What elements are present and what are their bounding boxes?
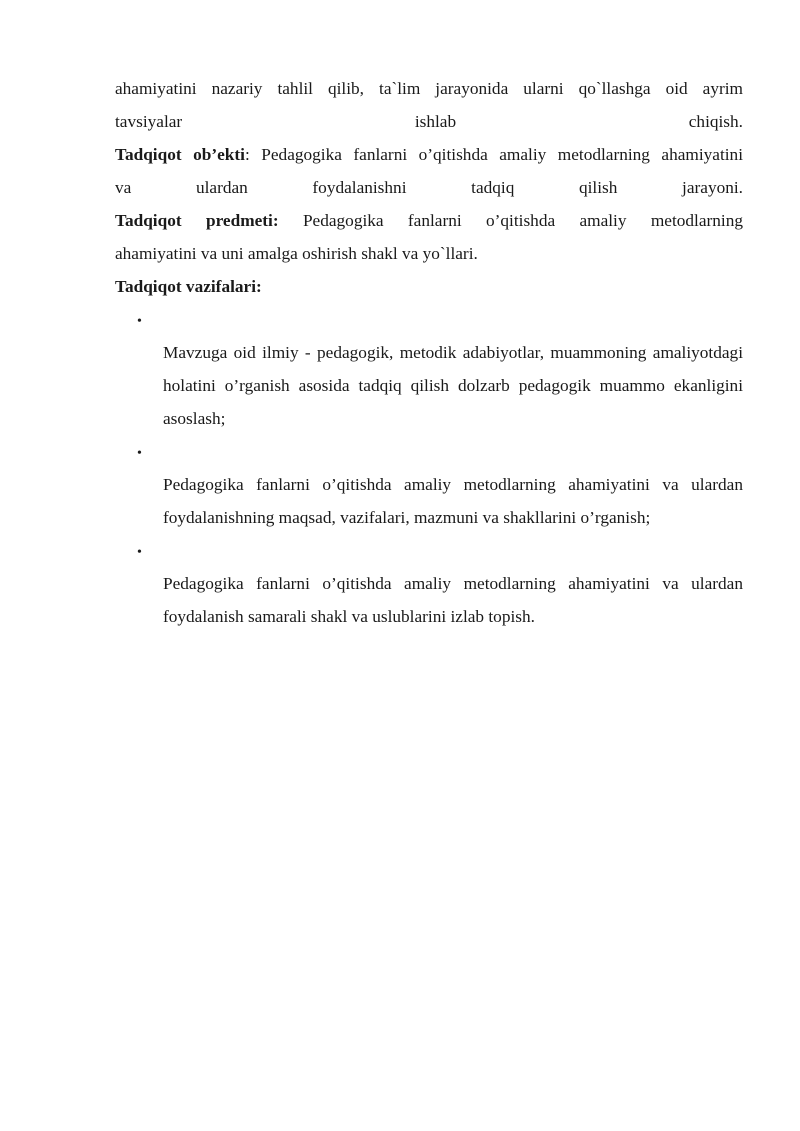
- research-subject-label: Tadqiqot predmeti:: [115, 211, 279, 230]
- list-bullet-row: [115, 435, 743, 468]
- research-subject-text: Pedagogika fanlarni o’qitishda amaliy metodlarning: [278, 211, 743, 230]
- list-bullet-row: [115, 534, 743, 567]
- research-object-line-1: [115, 138, 743, 171]
- bullet-icon: •: [137, 545, 142, 560]
- research-object-text: : Pedagogika fanlarni o’qitishda amaliy metodlarning ahamiyatini: [244, 145, 744, 164]
- research-subject-line-2: ahamiyatini va uni amalga oshirish shakl va yo`llari.: [115, 244, 478, 263]
- list-bullet-row: [115, 303, 743, 336]
- list-item: Pedagogika fanlarni o’qitishda amaliy metodlarning ahamiyatini va ulardan foydalanishning maqsad, vazifalari, mazmuni va shakllarini o’rganish;: [163, 475, 743, 527]
- list-item: Pedagogika fanlarni o’qitishda amaliy metodlarning ahamiyatini va ulardan foydalanish samarali shakl va uslublarini izlab topish.: [163, 574, 743, 626]
- bullet-icon: •: [137, 314, 142, 329]
- intro-line-1: ahamiyatini nazariy tahlil qilib, ta`lim jarayonida ularni qo`llashga oid ayrim: [115, 79, 743, 98]
- list-item: Mavzuga oid ilmiy - pedagogik, metodik adabiyotlar, muammoning amaliyotdagi holatini o’rganish asosida tadqiq qilish dolzarb pedagogik muammo ekanligini asoslash;: [163, 343, 743, 428]
- research-tasks-heading: Tadqiqot vazifalari:: [115, 277, 262, 296]
- document-page: [115, 72, 743, 633]
- research-object-line-2: va ulardan foydalanishni tadqiq qilish jarayoni.: [115, 178, 743, 197]
- intro-line-2: tavsiyalar ishlab chiqish.: [115, 112, 743, 131]
- research-subject-line-1: [115, 204, 743, 237]
- research-object-label: Tadqiqot ob’ekti: [115, 145, 245, 164]
- bullet-icon: •: [137, 446, 142, 461]
- tasks-list: [115, 303, 743, 633]
